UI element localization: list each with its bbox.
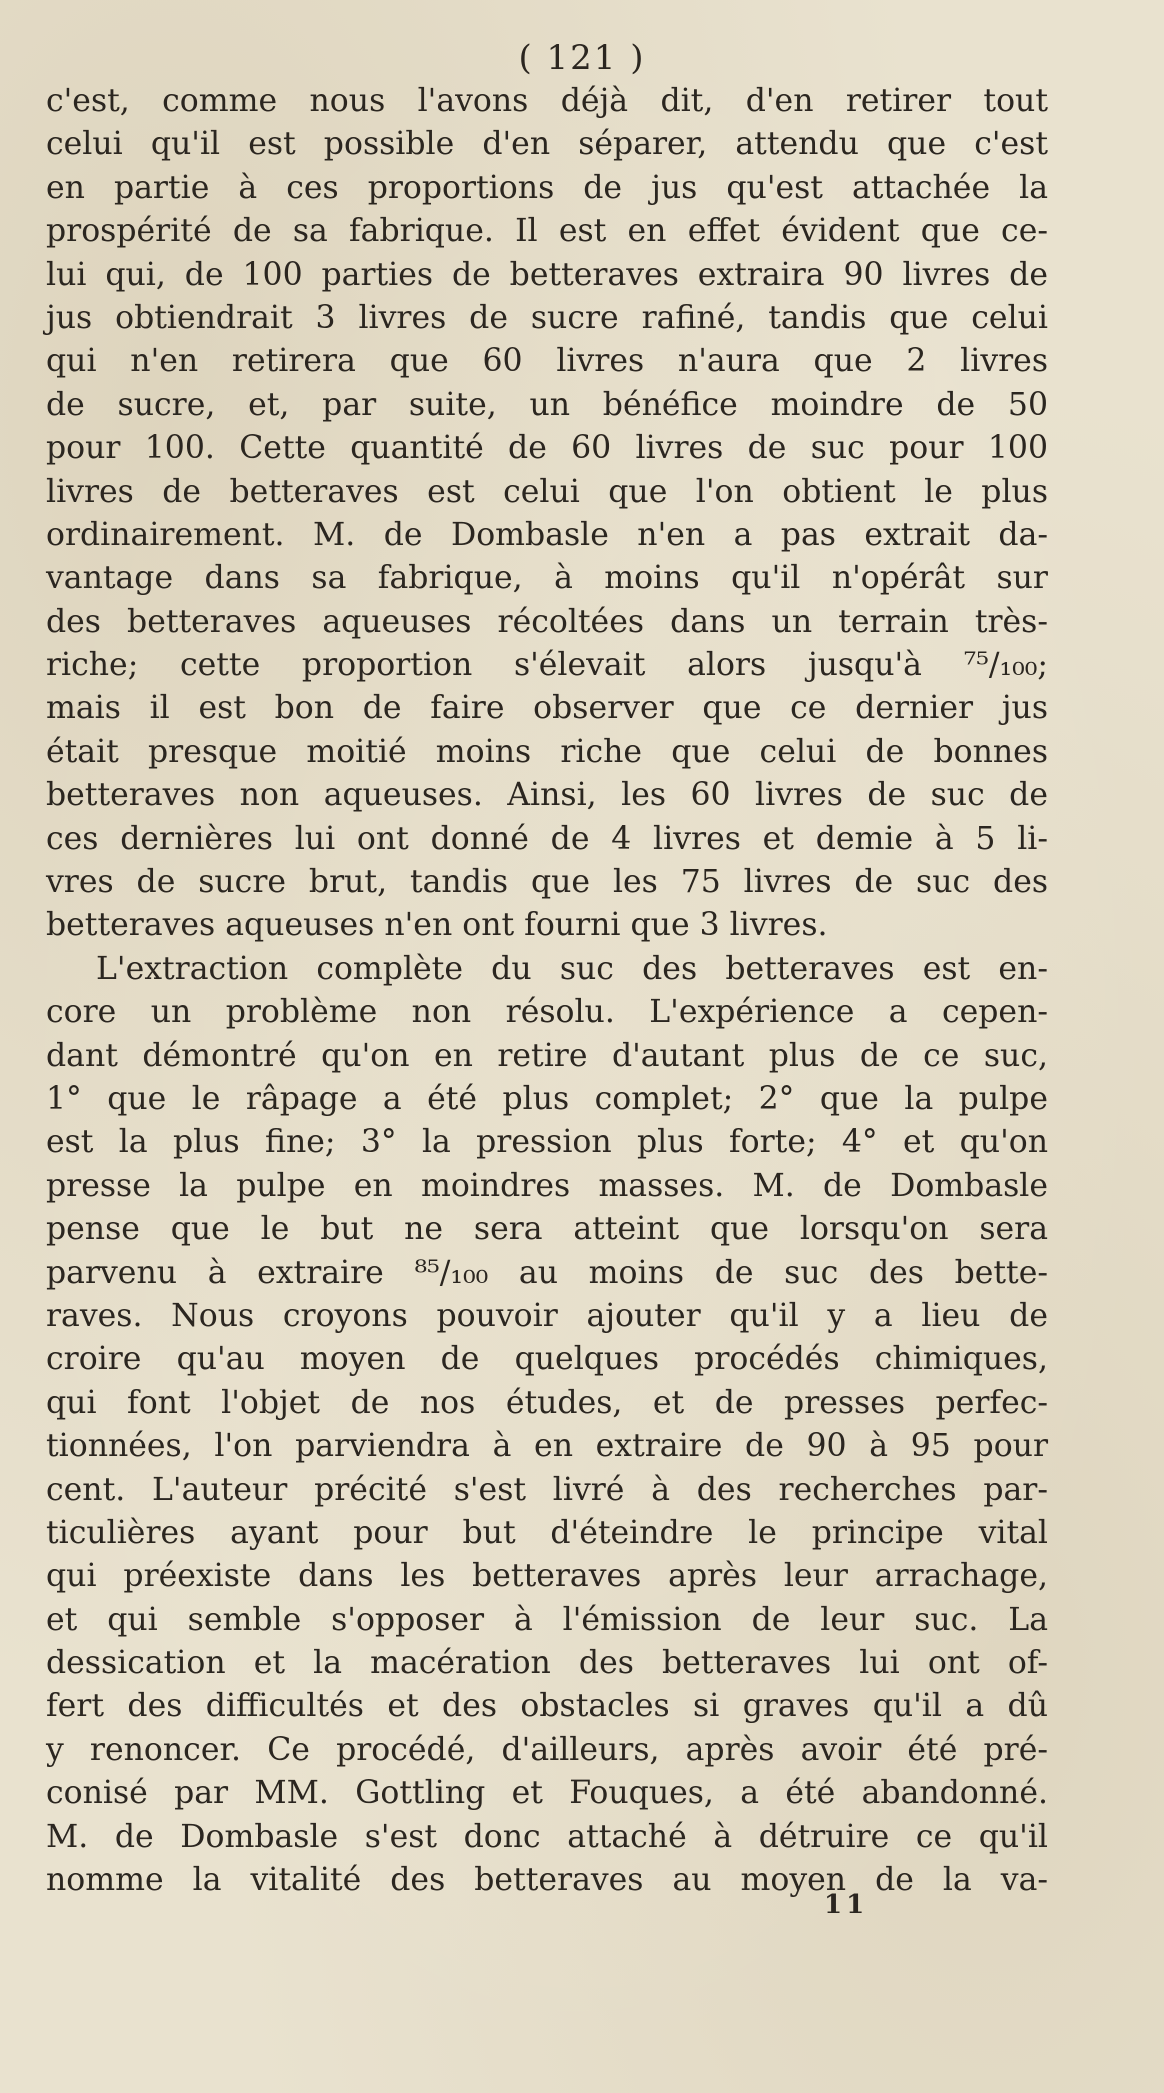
text-line: dant démontré qu'on en retire d'autant plus de ce suc, [46, 1037, 1048, 1074]
text-line: vres de sucre brut, tandis que les 75 livres de suc des [46, 864, 1048, 901]
text-line: nomme la vitalité des betteraves au moyen de la va- [46, 1862, 1048, 1899]
text-line: dessication et la macération des betteraves lui ont of- [46, 1645, 1048, 1682]
signature-mark: 11 [824, 1890, 869, 1920]
text-line: croire qu'au moyen de quelques procédés chimiques, [46, 1341, 1048, 1378]
text-line: de sucre, et, par suite, un bénéfice moindre de 50 [46, 386, 1048, 423]
text-line: livres de betteraves est celui que l'on obtient le plus [46, 473, 1048, 510]
text-line: cent. L'auteur précité s'est livré à des recherches par- [46, 1471, 1048, 1508]
body-text [46, 80, 1048, 1902]
text-line: riche; cette proportion s'élevait alors jusqu'à ⁷⁵/₁₀₀; [46, 647, 1048, 684]
text-line: conisé par MM. Gottling et Fouques, a été abandonné. [46, 1775, 1048, 1812]
text-line: y renoncer. Ce procédé, d'ailleurs, après avoir été pré- [46, 1731, 1048, 1768]
text-line: celui qu'il est possible d'en séparer, attendu que c'est [46, 126, 1048, 163]
text-line: ticulières ayant pour but d'éteindre le principe vital [46, 1514, 1048, 1551]
text-line: presse la pulpe en moindres masses. M. de Dombasle [46, 1167, 1048, 1204]
paragraph-end-line: betteraves aqueuses n'en ont fourni que 3 livres. [46, 907, 828, 944]
text-line: ces dernières lui ont donné de 4 livres et demie à 5 li- [46, 820, 1048, 857]
text-line: des betteraves aqueuses récoltées dans un terrain très- [46, 603, 1048, 640]
text-line: qui font l'objet de nos études, et de presses perfec- [46, 1384, 1048, 1421]
text-line: était presque moitié moins riche que celui de bonnes [46, 733, 1048, 770]
text-line: lui qui, de 100 parties de betteraves extraira 90 livres de [46, 256, 1048, 293]
text-line: mais il est bon de faire observer que ce dernier jus [46, 690, 1048, 727]
text-line: en partie à ces proportions de jus qu'est attachée la [46, 169, 1048, 206]
text-line: 1° que le râpage a été plus complet; 2° que la pulpe [46, 1080, 1048, 1117]
text-line: c'est, comme nous l'avons déjà dit, d'en retirer tout [46, 83, 1048, 119]
text-line: fert des difficultés et des obstacles si graves qu'il a dû [46, 1688, 1048, 1725]
text-line: raves. Nous croyons pouvoir ajouter qu'il y a lieu de [46, 1297, 1048, 1334]
text-line: tionnées, l'on parviendra à en extraire de 90 à 95 pour [46, 1428, 1048, 1465]
text-line: parvenu à extraire ⁸⁵/₁₀₀ au moins de suc des bette- [46, 1254, 1048, 1291]
text-line: pour 100. Cette quantité de 60 livres de suc pour 100 [46, 430, 1048, 467]
page-number: ( 121 ) [518, 38, 646, 78]
text-line: et qui semble s'opposer à l'émission de leur suc. La [46, 1601, 1048, 1638]
text-line: M. de Dombasle s'est donc attaché à détruire ce qu'il [46, 1818, 1048, 1855]
text-line: core un problème non résolu. L'expérience a cepen- [46, 994, 1048, 1031]
text-line: est la plus fine; 3° la pression plus forte; 4° et qu'on [46, 1124, 1048, 1161]
text-line: ordinairement. M. de Dombasle n'en a pas extrait da- [46, 516, 1048, 553]
paragraph-start-line: L'extraction complète du suc des betteraves est en- [96, 950, 1048, 987]
text-line: betteraves non aqueuses. Ainsi, les 60 livres de suc de [46, 777, 1048, 814]
text-line: prospérité de sa fabrique. Il est en effet évident que ce- [46, 213, 1048, 250]
text-line: vantage dans sa fabrique, à moins qu'il n'opérât sur [46, 560, 1048, 597]
text-line: pense que le but ne sera atteint que lorsqu'on sera [46, 1211, 1048, 1248]
text-line: jus obtiendrait 3 livres de sucre rafiné, tandis que celui [46, 299, 1048, 336]
text-line: qui n'en retirera que 60 livres n'aura que 2 livres [46, 343, 1048, 380]
text-line: qui préexiste dans les betteraves après leur arrachage, [46, 1558, 1048, 1595]
